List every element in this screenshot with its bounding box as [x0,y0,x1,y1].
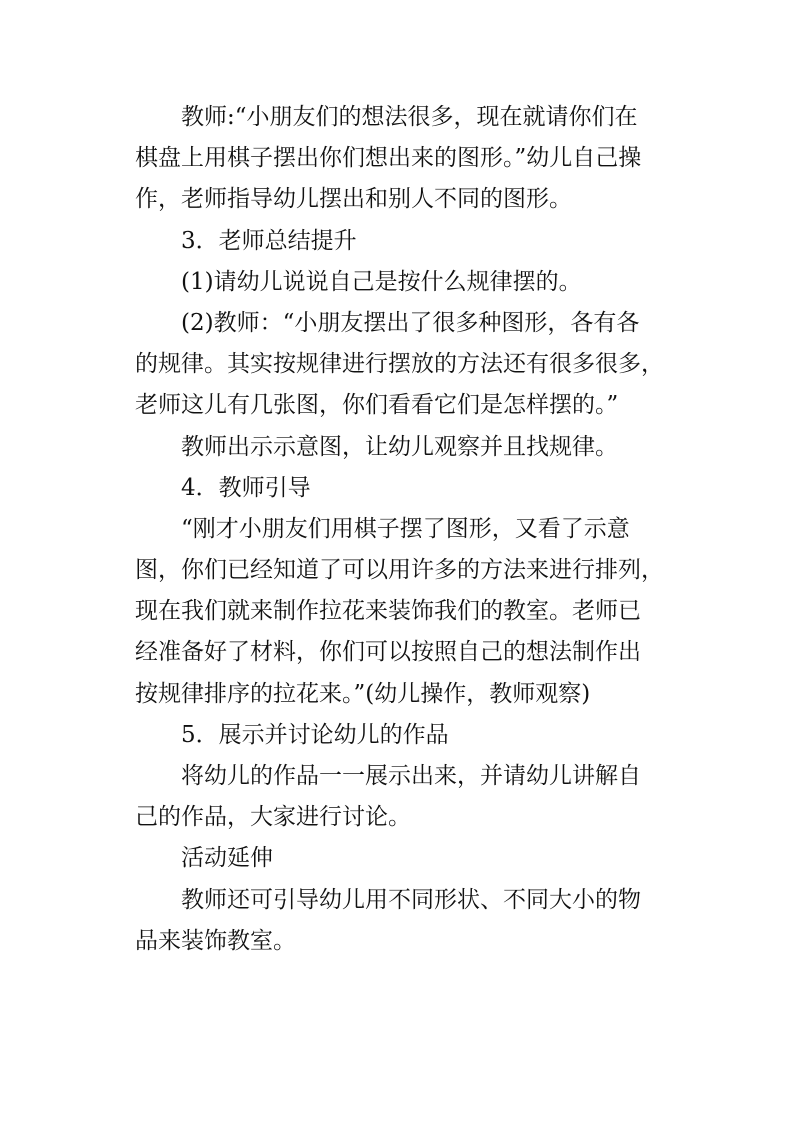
text-line: 己的作品，大家进行讨论。 [135,804,411,831]
document-body [135,97,667,962]
text-line: (1)请幼儿说说自己是按什么规律摆的。 [181,268,582,295]
section-heading: 3．老师总结提升 [181,227,357,254]
text-line: 现在我们就来制作拉花来装饰我们的教室。老师已 [135,598,641,625]
text-line: 教师出示示意图，让幼儿观察并且找规律。 [181,433,618,460]
section-heading: 活动延伸 [181,845,273,872]
section-heading: 4．教师引导 [181,474,311,501]
text-line: 作，老师指导幼儿摆出和别人不同的图形。 [135,186,572,213]
text-line: 品来装饰教室。 [135,927,296,954]
text-line: 教师:“小朋友们的想法很多，现在就请你们在 [181,104,638,130]
text-line: 经准备好了材料，你们可以按照自己的想法制作出 [135,639,641,666]
text-line: “刚才小朋友们用棋子摆了图形，又看了示意 [181,515,630,542]
text-line: 将幼儿的作品一一展示出来，并请幼儿讲解自 [181,763,641,789]
text-line: 按规律排序的拉花来。”(幼儿操作，教师观察) [135,680,591,707]
text-line: 的规律。其实按规律进行摆放的方法还有很多很多， [135,351,664,378]
text-line: (2)教师：“小朋友摆出了很多种图形，各有各 [181,309,640,336]
text-line: 老师这儿有几张图，你们看看它们是怎样摆的。” [135,392,619,419]
text-line: 图，你们已经知道了可以用许多的方法来进行排列， [135,557,664,584]
text-line: 教师还可引导幼儿用不同形状、不同大小的物 [181,886,641,913]
section-heading: 5．展示并讨论幼儿的作品 [181,721,449,748]
text-line: 棋盘上用棋子摆出你们想出来的图形。”幼儿自己操 [135,145,642,172]
